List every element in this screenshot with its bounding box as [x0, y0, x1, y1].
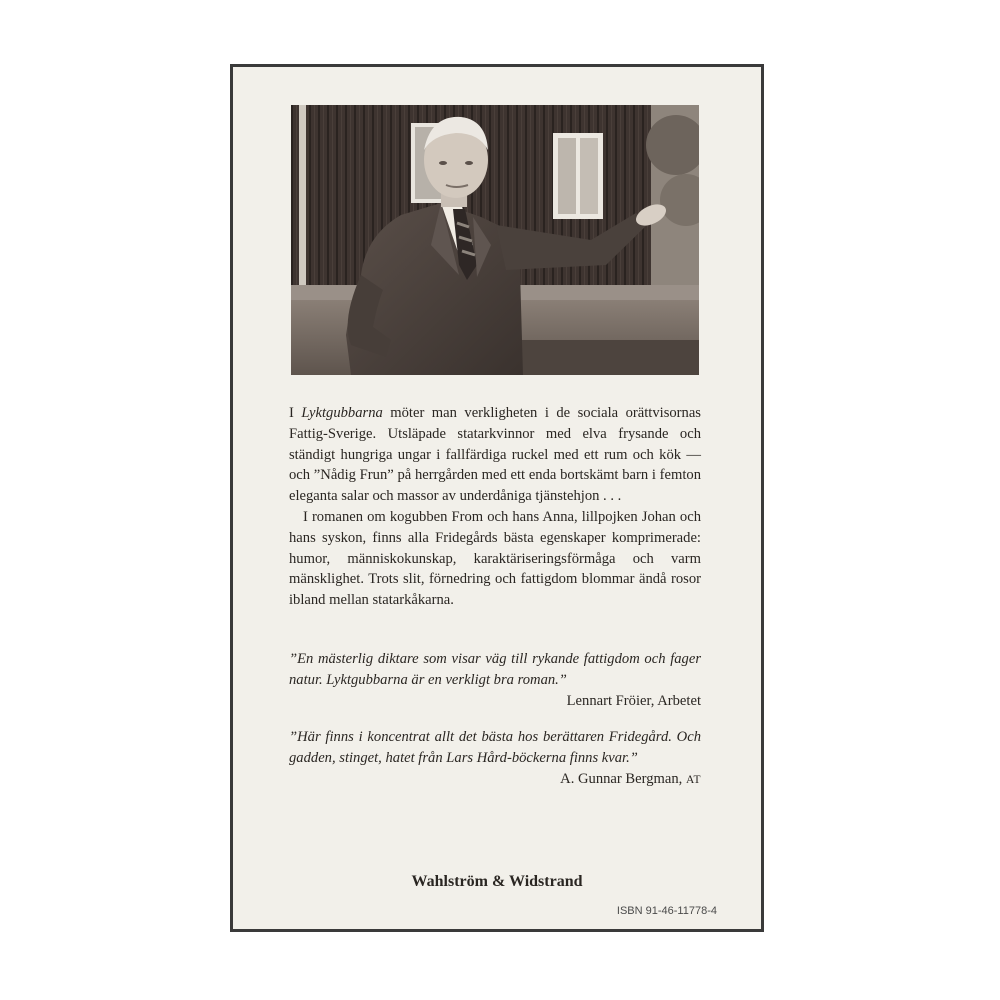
review-quote-author — [289, 769, 701, 791]
book-back-cover — [230, 64, 764, 932]
author-photo — [291, 105, 699, 375]
author-photo-image — [291, 105, 699, 375]
review-quote-2 — [289, 727, 701, 790]
review-quote-text: ”En mästerlig diktare som visar väg till rykande fattigdom och fager natur. Lyktgubbarna är en verkligt bra roman.” — [289, 651, 701, 688]
review-author-name: A. Gunnar Bergman, — [560, 770, 686, 787]
blurb-lead: I — [289, 405, 302, 421]
review-quote-1 — [289, 649, 701, 712]
isbn-number: ISBN 91-46-11778-4 — [616, 905, 717, 917]
blurb — [289, 403, 701, 611]
blurb-text-1: möter man verkligheten i de sociala orättvisornas Fattig-Sverige. Utsläpade statarkvinnor med elva frysande och ständigt hungriga ungar i fallfärdiga ruckel med ett rum och kök — och ”Nådig Frun” på herrgården med ett enda bortskämt barn i femton eleganta salar och massor av underdåniga tjänstehjon . . . — [289, 405, 701, 505]
book-title-italic: Lyktgubbarna — [301, 405, 383, 421]
review-author-name: Lennart Fröier, Arbetet — [566, 692, 701, 709]
publisher-name: Wahlström & Widstrand — [411, 873, 583, 890]
blurb-paragraph-2: I romanen om kogubben From och hans Anna, lillpojken Johan och hans syskon, finns alla Fridegårds bästa egenskaper komprimerade: humor, människokunskap, karaktäriseringsförmåga och varm mänsklighet. Trots slit, förnedring och fattigdom blommar ändå rosor ibland mellan statarkåkarna. — [289, 508, 701, 609]
review-quote-author — [289, 691, 701, 713]
review-source: AT — [685, 773, 701, 786]
review-quote-text: ”Här finns i koncentrat allt det bästa hos berättaren Fridegård. Och gadden, stinget, hatet från Lars Hård-böckerna finns kvar.” — [289, 729, 701, 766]
blurb-paragraph-1 — [289, 403, 701, 507]
